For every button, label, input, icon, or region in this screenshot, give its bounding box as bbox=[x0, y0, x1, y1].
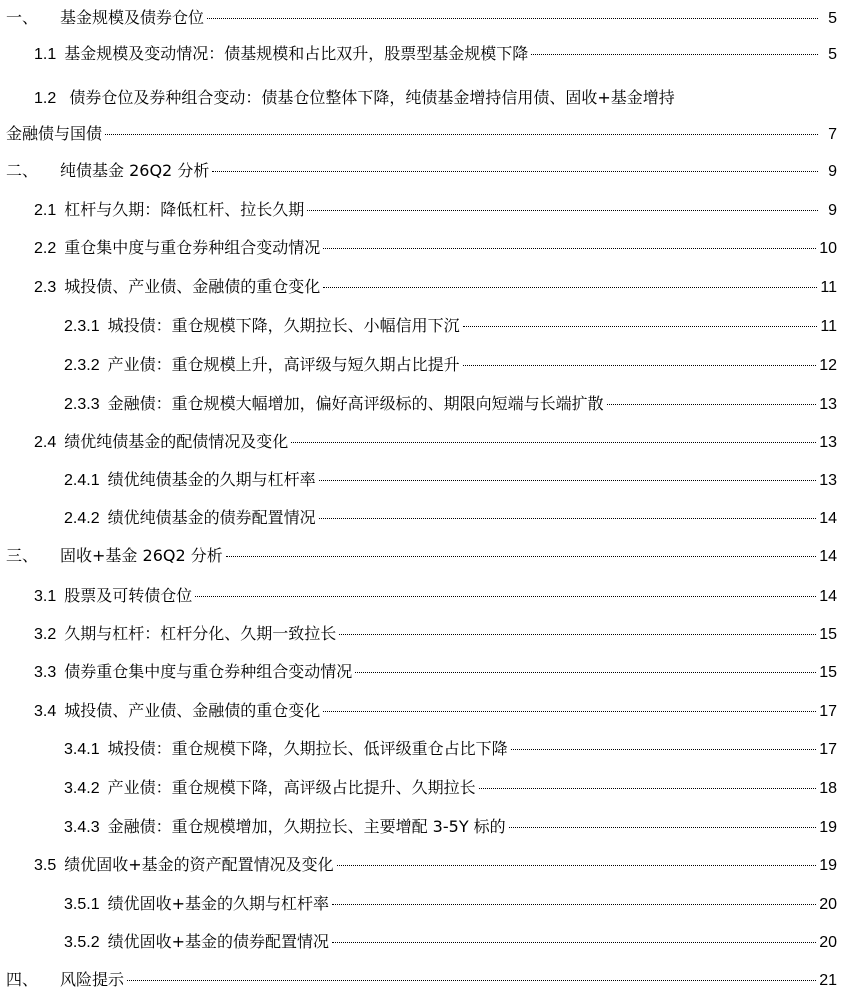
dot-leader bbox=[323, 287, 817, 288]
dot-leader bbox=[105, 134, 818, 135]
toc-entry-3-4-2[interactable] bbox=[64, 778, 837, 799]
toc-title: 绩优纯债基金的久期与杠杆率 bbox=[107, 470, 316, 489]
toc-page-number: 17 bbox=[819, 703, 837, 720]
toc-entry-chapter-1[interactable] bbox=[6, 8, 837, 29]
dot-leader bbox=[511, 749, 817, 750]
toc-page-number: 15 bbox=[819, 664, 837, 681]
toc-number: 3.2 bbox=[34, 626, 57, 643]
dot-leader bbox=[509, 827, 817, 828]
toc-number: 三、 bbox=[6, 548, 39, 565]
toc-entry-2-1[interactable] bbox=[34, 200, 837, 221]
toc-entry-2-3-3[interactable] bbox=[64, 394, 837, 415]
toc-title: 绩优固收+基金的久期与杠杆率 bbox=[107, 894, 330, 913]
dot-leader bbox=[127, 980, 816, 981]
dot-leader bbox=[607, 404, 817, 405]
toc-page-number: 13 bbox=[819, 396, 837, 413]
toc-title: 绩优固收+基金的资产配置情况及变化 bbox=[64, 855, 334, 874]
dot-leader bbox=[463, 365, 817, 366]
toc-number: 2.3.3 bbox=[64, 396, 100, 413]
toc-page-number: 10 bbox=[819, 240, 837, 257]
dot-leader bbox=[307, 210, 818, 211]
toc-page-number: 18 bbox=[819, 780, 837, 797]
toc-page-number: 21 bbox=[819, 972, 837, 989]
toc-page-number: 17 bbox=[819, 741, 837, 758]
toc-page-number: 13 bbox=[819, 472, 837, 489]
toc-page-number: 12 bbox=[819, 357, 837, 374]
toc-page-number: 9 bbox=[828, 163, 837, 180]
toc-number: 3.5.1 bbox=[64, 896, 100, 913]
toc-entry-3-5-2[interactable] bbox=[64, 932, 837, 953]
toc-title: 城投债、产业债、金融债的重仓变化 bbox=[64, 277, 321, 296]
toc-title: 基金规模及变动情况：债基规模和占比双升，股票型基金规模下降 bbox=[64, 44, 529, 63]
toc-title: 城投债、产业债、金融债的重仓变化 bbox=[64, 701, 321, 720]
toc-entry-2-4-1[interactable] bbox=[64, 470, 837, 491]
toc-number: 3.4.3 bbox=[64, 819, 100, 836]
toc-title: 债券仓位及券种组合变动：债基仓位整体下降，纯债基金增持信用债、固收+基金增持 bbox=[69, 88, 675, 107]
toc-entry-chapter-2[interactable] bbox=[6, 161, 837, 182]
toc-page-number: 5 bbox=[828, 10, 837, 27]
dot-leader bbox=[323, 248, 816, 249]
toc-entry-chapter-3[interactable] bbox=[6, 546, 837, 567]
dot-leader bbox=[479, 788, 817, 789]
toc-number: 3.3 bbox=[34, 664, 57, 681]
toc-number: 3.4.1 bbox=[64, 741, 100, 758]
toc-entry-1-2-line2[interactable] bbox=[6, 124, 837, 145]
toc-number: 2.3.1 bbox=[64, 318, 100, 335]
toc-title: 绩优固收+基金的债券配置情况 bbox=[107, 932, 330, 951]
toc-number: 2.1 bbox=[34, 202, 57, 219]
toc-page-number: 14 bbox=[819, 548, 837, 565]
toc-number: 3.5.2 bbox=[64, 934, 100, 951]
toc-title: 城投债：重仓规模下降，久期拉长、小幅信用下沉 bbox=[107, 316, 460, 335]
toc-entry-2-3[interactable] bbox=[34, 277, 837, 298]
toc-entry-3-5[interactable] bbox=[34, 855, 837, 876]
dot-leader bbox=[207, 18, 818, 19]
toc-page-number: 20 bbox=[819, 896, 837, 913]
toc-number: 2.2 bbox=[34, 240, 57, 257]
toc-number: 1.2 bbox=[34, 90, 57, 107]
toc-entry-chapter-4[interactable] bbox=[6, 970, 837, 991]
toc-title: 纯债基金 26Q2 分析 bbox=[60, 161, 210, 180]
dot-leader bbox=[337, 865, 817, 866]
toc-title: 久期与杠杆：杠杆分化、久期一致拉长 bbox=[64, 624, 337, 643]
dot-leader bbox=[319, 518, 817, 519]
toc-number: 四、 bbox=[6, 972, 39, 989]
toc-number: 2.4.2 bbox=[64, 510, 100, 527]
toc-entry-3-2[interactable] bbox=[34, 624, 837, 645]
dot-leader bbox=[332, 942, 816, 943]
toc-number: 2.3 bbox=[34, 279, 57, 296]
toc-entry-3-1[interactable] bbox=[34, 586, 837, 607]
toc-title: 金融债：重仓规模增加，久期拉长、主要增配 3-5Y 标的 bbox=[107, 817, 506, 836]
toc-page-number: 19 bbox=[819, 819, 837, 836]
toc-entry-2-4[interactable] bbox=[34, 432, 837, 453]
toc-title: 基金规模及债券仓位 bbox=[60, 8, 205, 27]
dot-leader bbox=[463, 326, 818, 327]
toc-entry-2-4-2[interactable] bbox=[64, 508, 837, 529]
toc-page-number: 15 bbox=[819, 626, 837, 643]
toc-number: 2.4 bbox=[34, 434, 57, 451]
toc-page-number: 11 bbox=[820, 318, 837, 335]
toc-page-number: 7 bbox=[828, 126, 837, 143]
toc-page-number: 19 bbox=[819, 857, 837, 874]
toc-title: 股票及可转债仓位 bbox=[64, 586, 193, 605]
dot-leader bbox=[226, 556, 816, 557]
toc-title: 绩优纯债基金的配债情况及变化 bbox=[64, 432, 289, 451]
toc-page-number: 20 bbox=[819, 934, 837, 951]
toc-number: 二、 bbox=[6, 163, 39, 180]
toc-page-number: 13 bbox=[819, 434, 837, 451]
toc-page-number: 14 bbox=[819, 588, 837, 605]
toc-title: 城投债：重仓规模下降，久期拉长、低评级重仓占比下降 bbox=[107, 739, 508, 758]
toc-number: 一、 bbox=[6, 10, 39, 27]
toc-page-number: 9 bbox=[828, 202, 837, 219]
toc-number: 3.1 bbox=[34, 588, 57, 605]
dot-leader bbox=[323, 711, 816, 712]
dot-leader bbox=[195, 596, 816, 597]
toc-title: 固收+基金 26Q2 分析 bbox=[60, 546, 223, 565]
dot-leader bbox=[355, 672, 816, 673]
toc-title: 杠杆与久期：降低杠杆、拉长久期 bbox=[64, 200, 305, 219]
toc-number: 3.4.2 bbox=[64, 780, 100, 797]
dot-leader bbox=[212, 171, 818, 172]
dot-leader bbox=[291, 442, 816, 443]
toc-page-number: 11 bbox=[820, 279, 837, 296]
toc-number: 2.4.1 bbox=[64, 472, 100, 489]
toc-entry-3-4[interactable] bbox=[34, 701, 837, 722]
toc-title-continued: 金融债与国债 bbox=[6, 124, 103, 143]
toc-title: 产业债：重仓规模上升，高评级与短久期占比提升 bbox=[107, 355, 460, 374]
toc-page-number: 14 bbox=[819, 510, 837, 527]
dot-leader bbox=[531, 54, 818, 55]
toc-title: 绩优纯债基金的债券配置情况 bbox=[107, 508, 316, 527]
toc-number: 3.4 bbox=[34, 703, 57, 720]
toc-number: 3.5 bbox=[34, 857, 57, 874]
toc-entry-3-5-1[interactable] bbox=[64, 894, 837, 915]
toc-number: 2.3.2 bbox=[64, 357, 100, 374]
toc-entry-3-4-1[interactable] bbox=[64, 739, 837, 760]
dot-leader bbox=[319, 480, 817, 481]
toc-entry-1-2-line1[interactable] bbox=[34, 88, 837, 109]
dot-leader bbox=[339, 634, 816, 635]
toc-entry-1-1[interactable] bbox=[34, 44, 837, 65]
toc-number: 1.1 bbox=[34, 46, 57, 63]
toc-page-number: 5 bbox=[828, 46, 837, 63]
toc-entry-3-3[interactable] bbox=[34, 662, 837, 683]
toc-entry-2-3-1[interactable] bbox=[64, 316, 837, 337]
toc-title: 金融债：重仓规模大幅增加，偏好高评级标的、期限向短端与长端扩散 bbox=[107, 394, 604, 413]
toc-title: 风险提示 bbox=[60, 970, 125, 989]
dot-leader bbox=[332, 904, 816, 905]
toc-title: 债券重仓集中度与重仓券种组合变动情况 bbox=[64, 662, 353, 681]
toc-entry-3-4-3[interactable] bbox=[64, 817, 837, 838]
toc-entry-2-2[interactable] bbox=[34, 238, 837, 259]
toc-title: 重仓集中度与重仓券种组合变动情况 bbox=[64, 238, 321, 257]
toc-entry-2-3-2[interactable] bbox=[64, 355, 837, 376]
toc-title: 产业债：重仓规模下降，高评级占比提升、久期拉长 bbox=[107, 778, 476, 797]
